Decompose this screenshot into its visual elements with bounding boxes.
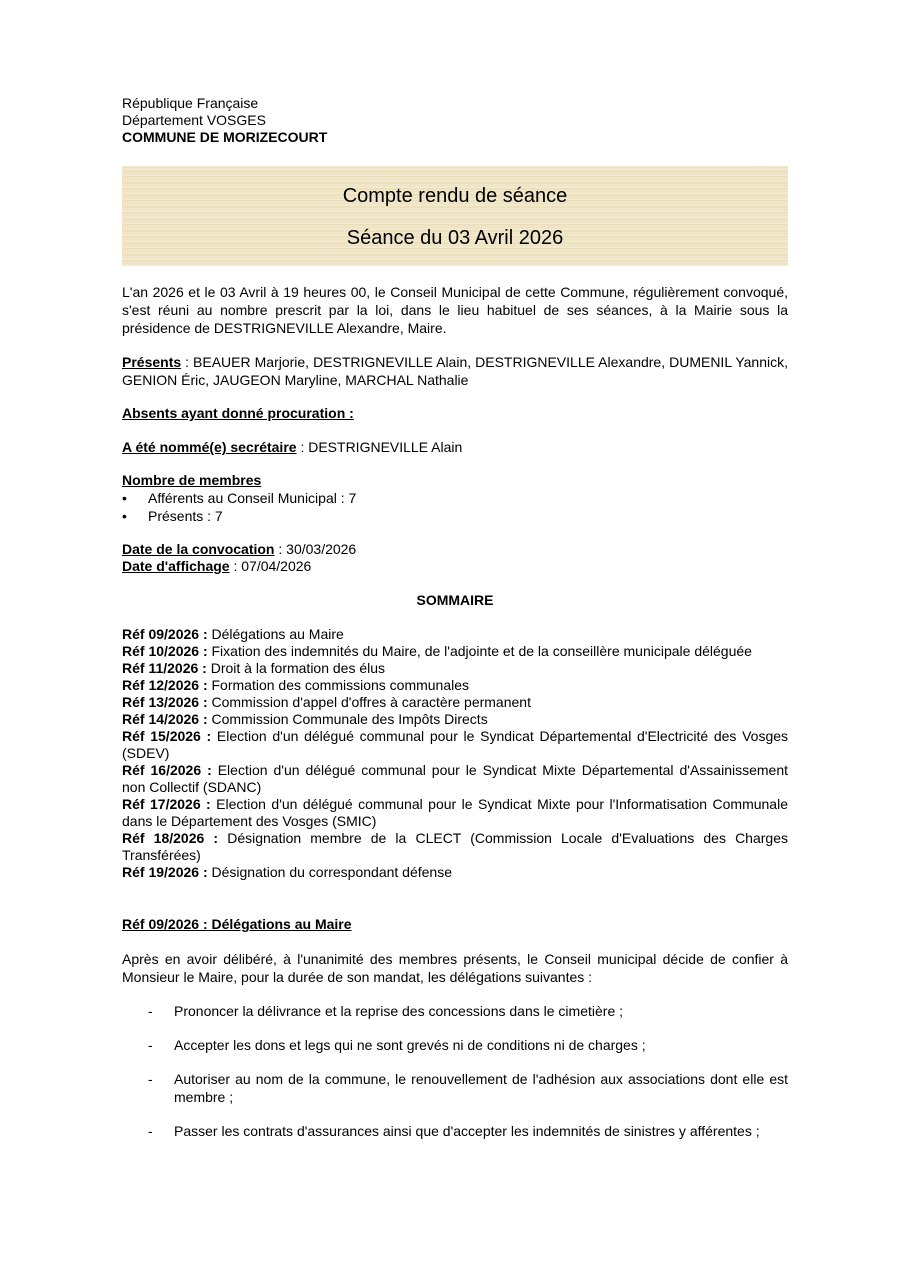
absents-line (122, 404, 788, 422)
departement-line: Département VOSGES (122, 112, 266, 128)
membres-label: Nombre de membres (122, 472, 262, 488)
sommaire-list (122, 626, 788, 881)
ref-label: Réf 15/2026 : (122, 728, 212, 744)
list-item: - Prononcer la délivrance et la reprise des concessions dans le cimetière ; (122, 1002, 788, 1020)
absents-label: Absents ayant donné procuration : (122, 405, 354, 421)
list-item (122, 796, 788, 830)
list-item (122, 830, 788, 864)
ref-text: Election d'un délégué communal pour le Syndicat Mixte pour l'Informatisation Communale dans le Département des Vosges (SMIC) (122, 796, 788, 829)
list-item (122, 728, 788, 762)
ref-label: Réf 14/2026 : (122, 711, 208, 727)
ref-text: Election d'un délégué communal pour le Syndicat Mixte Départemental d'Assainissement non Collectif (SDANC) (122, 762, 788, 795)
list-item: - Passer les contrats d'assurances ainsi que d'accepter les indemnités de sinistres y afférentes ; (122, 1122, 788, 1140)
ref-label: Réf 09/2026 : (122, 626, 208, 642)
list-item (122, 626, 788, 643)
ref-text: Désignation du correspondant défense (207, 864, 453, 880)
commune-line: COMMUNE DE MORIZECOURT (122, 129, 328, 145)
ref-text: Commission Communale des Impôts Directs (207, 711, 488, 727)
document-header (122, 95, 788, 146)
ref-text: Droit à la formation des élus (206, 660, 386, 676)
ref-label: Réf 19/2026 : (122, 864, 208, 880)
presents-label: Présents (122, 354, 182, 370)
list-item: • Présents : 7 (122, 507, 788, 525)
ref-label: Réf 16/2026 : (122, 762, 212, 778)
presents-value: : BEAUER Marjorie, DESTRIGNEVILLE Alain, DESTRIGNEVILLE Alexandre, DUMENIL Yannick, GENION Éric, JAUGEON Maryline, MARCHAL Nathalie (122, 354, 788, 388)
ref-text: Délégations au Maire (207, 626, 344, 642)
ref-text: Commission d'appel d'offres à caractère permanent (207, 694, 531, 710)
list-item (122, 864, 788, 881)
delegations-list (122, 1002, 788, 1156)
ref-label: Réf 13/2026 : (122, 694, 208, 710)
secretaire-value: : DESTRIGNEVILLE Alain (296, 439, 463, 455)
membres-list (122, 489, 788, 525)
ref-label: Réf 10/2026 : (122, 643, 208, 659)
affichage-value: : 07/04/2026 (229, 558, 312, 574)
dates-block (122, 541, 788, 575)
section-heading: Réf 09/2026 : Délégations au Maire (122, 916, 352, 932)
convocation-value: : 30/03/2026 (274, 541, 357, 557)
ref-text: Formation des commissions communales (207, 677, 470, 693)
presents-paragraph (122, 353, 788, 389)
affichage-label: Date d'affichage (122, 558, 230, 574)
title-banner (122, 166, 788, 266)
ref-label: Réf 11/2026 : (122, 660, 207, 676)
list-item (122, 694, 788, 711)
list-item (122, 677, 788, 694)
secretaire-line (122, 438, 788, 456)
section-paragraph: Après en avoir délibéré, à l'unanimité des membres présents, le Conseil municipal décide de confier à Monsieur le Maire, pour la durée de son mandat, les délégations suivantes : (122, 951, 788, 985)
ref-text: Election d'un délégué communal pour le Syndicat Départemental d'Electricité des Vosges (SDEV) (122, 728, 789, 761)
list-item (122, 711, 788, 728)
ref-label: Réf 12/2026 : (122, 677, 208, 693)
membres-block (122, 472, 788, 525)
republique-line: République Française (122, 95, 259, 111)
list-item (122, 643, 788, 660)
session-date-title: Séance du 03 Avril 2026 (346, 227, 564, 249)
convocation-label: Date de la convocation (122, 541, 275, 557)
ref-label: Réf 18/2026 : (122, 830, 219, 846)
secretaire-label: A été nommé(e) secrétaire (122, 439, 297, 455)
ref-label: Réf 17/2026 : (122, 796, 211, 812)
list-item (122, 762, 788, 796)
list-item: • Afférents au Conseil Municipal : 7 (122, 489, 788, 507)
affichage-line (122, 558, 788, 575)
sommaire-title: SOMMAIRE (416, 592, 494, 608)
ref-text: Désignation membre de la CLECT (Commission Locale d'Evaluations des Charges Transférées) (122, 830, 788, 863)
convocation-line (122, 541, 788, 558)
intro-paragraph: L'an 2026 et le 03 Avril à 19 heures 00, le Conseil Municipal de cette Commune, régulièrement convoqué, s'est réuni au nombre prescrit par la loi, dans le lieu habituel de ses séances, à la Mairie sous la présidence de DESTRIGNEVILLE Alexandre, Maire. (122, 284, 788, 336)
list-item: - Accepter les dons et legs qui ne sont grevés ni de conditions ni de charges ; (122, 1036, 788, 1054)
list-item (122, 660, 788, 677)
document-title: Compte rendu de séance (342, 185, 568, 207)
ref-text: Fixation des indemnités du Maire, de l'adjointe et de la conseillère municipale déléguée (207, 643, 752, 659)
list-item: - Autoriser au nom de la commune, le renouvellement de l'adhésion aux associations dont elle est membre ; (122, 1070, 788, 1106)
